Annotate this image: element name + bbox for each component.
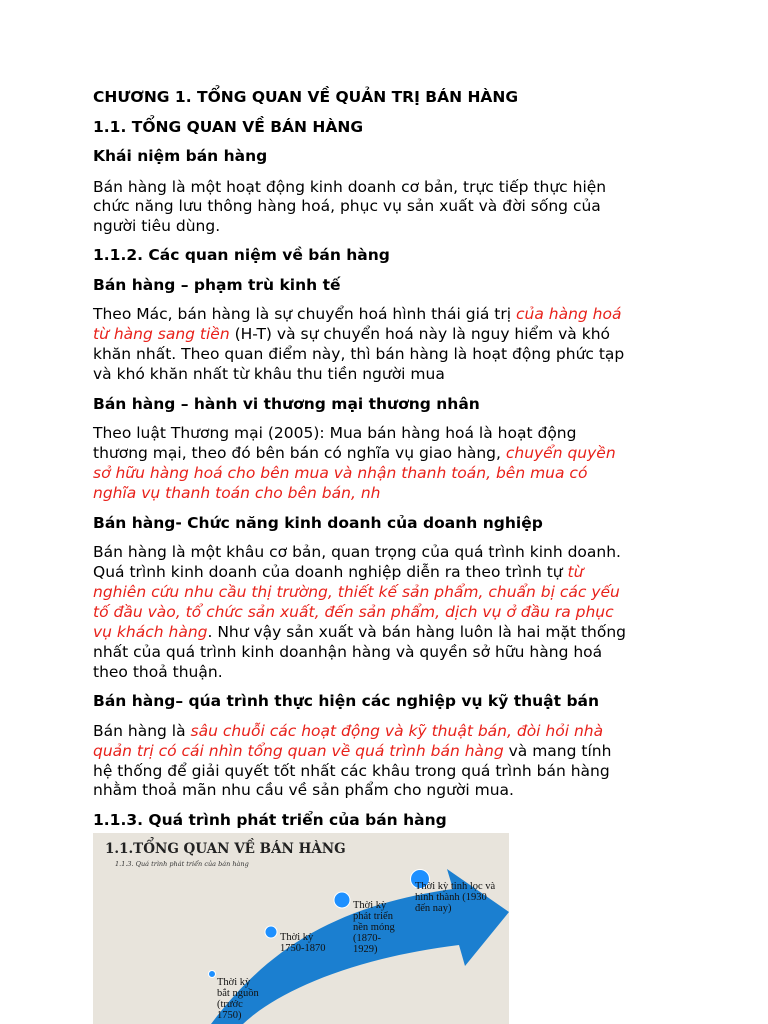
- section-heading: 1.1.2. Các quan niệm về bán hàng: [93, 246, 390, 264]
- emphasis-text: từ: [567, 563, 584, 581]
- emphasis-text: từ hàng sang tiền: [93, 325, 230, 343]
- subheading: Bán hàng – hành vi thương mại thương nhân: [93, 395, 480, 413]
- paragraph-line: [93, 721, 603, 741]
- text-span: và mang tính: [503, 742, 612, 760]
- text-span: Theo Mác, bán hàng là sự chuyển hoá hình thái giá trị: [93, 305, 516, 323]
- paragraph-line: [93, 304, 622, 324]
- chapter-title: CHƯƠNG 1. TỔNG QUAN VỀ QUẢN TRỊ BÁN HÀNG: [93, 88, 519, 106]
- emphasis-line: nghĩa vụ thanh toán cho bên bán, nh: [93, 484, 381, 502]
- section-heading: 1.1.3. Quá trình phát triển của bán hàng: [93, 811, 447, 829]
- emphasis-text: quản trị có cái nhìn tổng quan về quá trình bán hàng: [93, 742, 504, 760]
- stage-label: Thời kỳ phát triển nền móng (1870- 1929): [353, 900, 395, 955]
- paragraph-line: Theo luật Thương mại (2005): Mua bán hàng hoá là hoạt động: [93, 424, 577, 442]
- emphasis-text: vụ khách hàng: [93, 623, 208, 641]
- timeline-figure: [93, 833, 509, 1024]
- subheading-concept: Khái niệm bán hàng: [93, 147, 268, 165]
- paragraph-line: [93, 562, 583, 582]
- paragraph-line: Bán hàng là một khâu cơ bản, quan trọng của quá trình kinh doanh.: [93, 543, 621, 561]
- paragraph-line: [93, 741, 611, 761]
- emphasis-text: của hàng hoá: [516, 305, 622, 323]
- figure-title: 1.1.TỔNG QUAN VỀ BÁN HÀNG: [105, 841, 346, 857]
- paragraph-line: hệ thống để giải quyết tốt nhất các khâu trong quá trình bán hàng: [93, 762, 610, 780]
- stage-label: Thời kỳ bắt nguồn (trước 1750): [217, 977, 259, 1021]
- paragraph-line: theo thoả thuận.: [93, 663, 223, 681]
- emphasis-text: chuyển quyền: [505, 444, 616, 462]
- subheading: Bán hàng- Chức năng kinh doanh của doanh nghiệp: [93, 514, 543, 532]
- text-span: . Như vậy sản xuất và bán hàng luôn là hai mặt thống: [207, 623, 626, 641]
- stage-label: Thời kỳ 1750-1870: [280, 932, 326, 954]
- text-span: Quá trình kinh doanh của doanh nghiệp diễn ra theo trình tự: [93, 563, 568, 581]
- stage-dot: [334, 892, 350, 908]
- emphasis-line: tố đầu vào, tổ chức sản xuất, đến sản phẩm, dịch vụ ở đầu ra phục: [93, 603, 614, 621]
- paragraph-line: khăn nhất. Theo quan điểm này, thì bán hàng là hoạt động phức tạp: [93, 345, 625, 363]
- paragraph-line: Bán hàng là một hoạt động kinh doanh cơ bản, trực tiếp thực hiện: [93, 178, 607, 196]
- section-heading: 1.1. TỔNG QUAN VỀ BÁN HÀNG: [93, 118, 364, 136]
- subheading: Bán hàng – phạm trù kinh tế: [93, 276, 341, 294]
- paragraph-line: chức năng lưu thông hàng hoá, phục vụ sản xuất và đời sống của: [93, 197, 601, 215]
- paragraph-line: [93, 622, 626, 642]
- stage-label: Thời kỳ tinh lọc và hình thành (1930 đến nay): [415, 881, 496, 914]
- paragraph-line: và khó khăn nhất từ khâu thu tiền người mua: [93, 365, 445, 383]
- text-span: thương mại, theo đó bên bán có nghĩa vụ giao hàng,: [93, 444, 506, 462]
- text-span: (H-T) và sự chuyển hoá này là nguy hiểm và khó: [229, 325, 610, 343]
- emphasis-line: sở hữu hàng hoá cho bên mua và nhận thanh toán, bên mua có: [93, 464, 588, 482]
- paragraph-line: người tiêu dùng.: [93, 217, 221, 235]
- paragraph-line: [93, 443, 616, 463]
- emphasis-line: nghiên cứu nhu cầu thị trường, thiết kế sản phẩm, chuẩn bị các yếu: [93, 583, 620, 601]
- emphasis-text: sâu chuỗi các hoạt động và kỹ thuật bán, đòi hỏi nhà: [190, 722, 604, 740]
- paragraph-line: [93, 324, 610, 344]
- subheading: Bán hàng– qúa trình thực hiện các nghiệp vụ kỹ thuật bán: [93, 692, 600, 710]
- figure-subtitle: 1.1.3. Quá trình phát triển của bán hàng: [115, 860, 249, 868]
- paragraph-line: nhất của quá trình kinh doanhận hàng và quyền sở hữu hàng hoá: [93, 643, 603, 661]
- paragraph-line: nhằm thoả mãn nhu cầu về sản phẩm cho người mua.: [93, 781, 514, 799]
- stage-dot: [209, 971, 216, 978]
- stage-dot: [265, 926, 277, 938]
- text-span: Bán hàng là: [93, 722, 191, 740]
